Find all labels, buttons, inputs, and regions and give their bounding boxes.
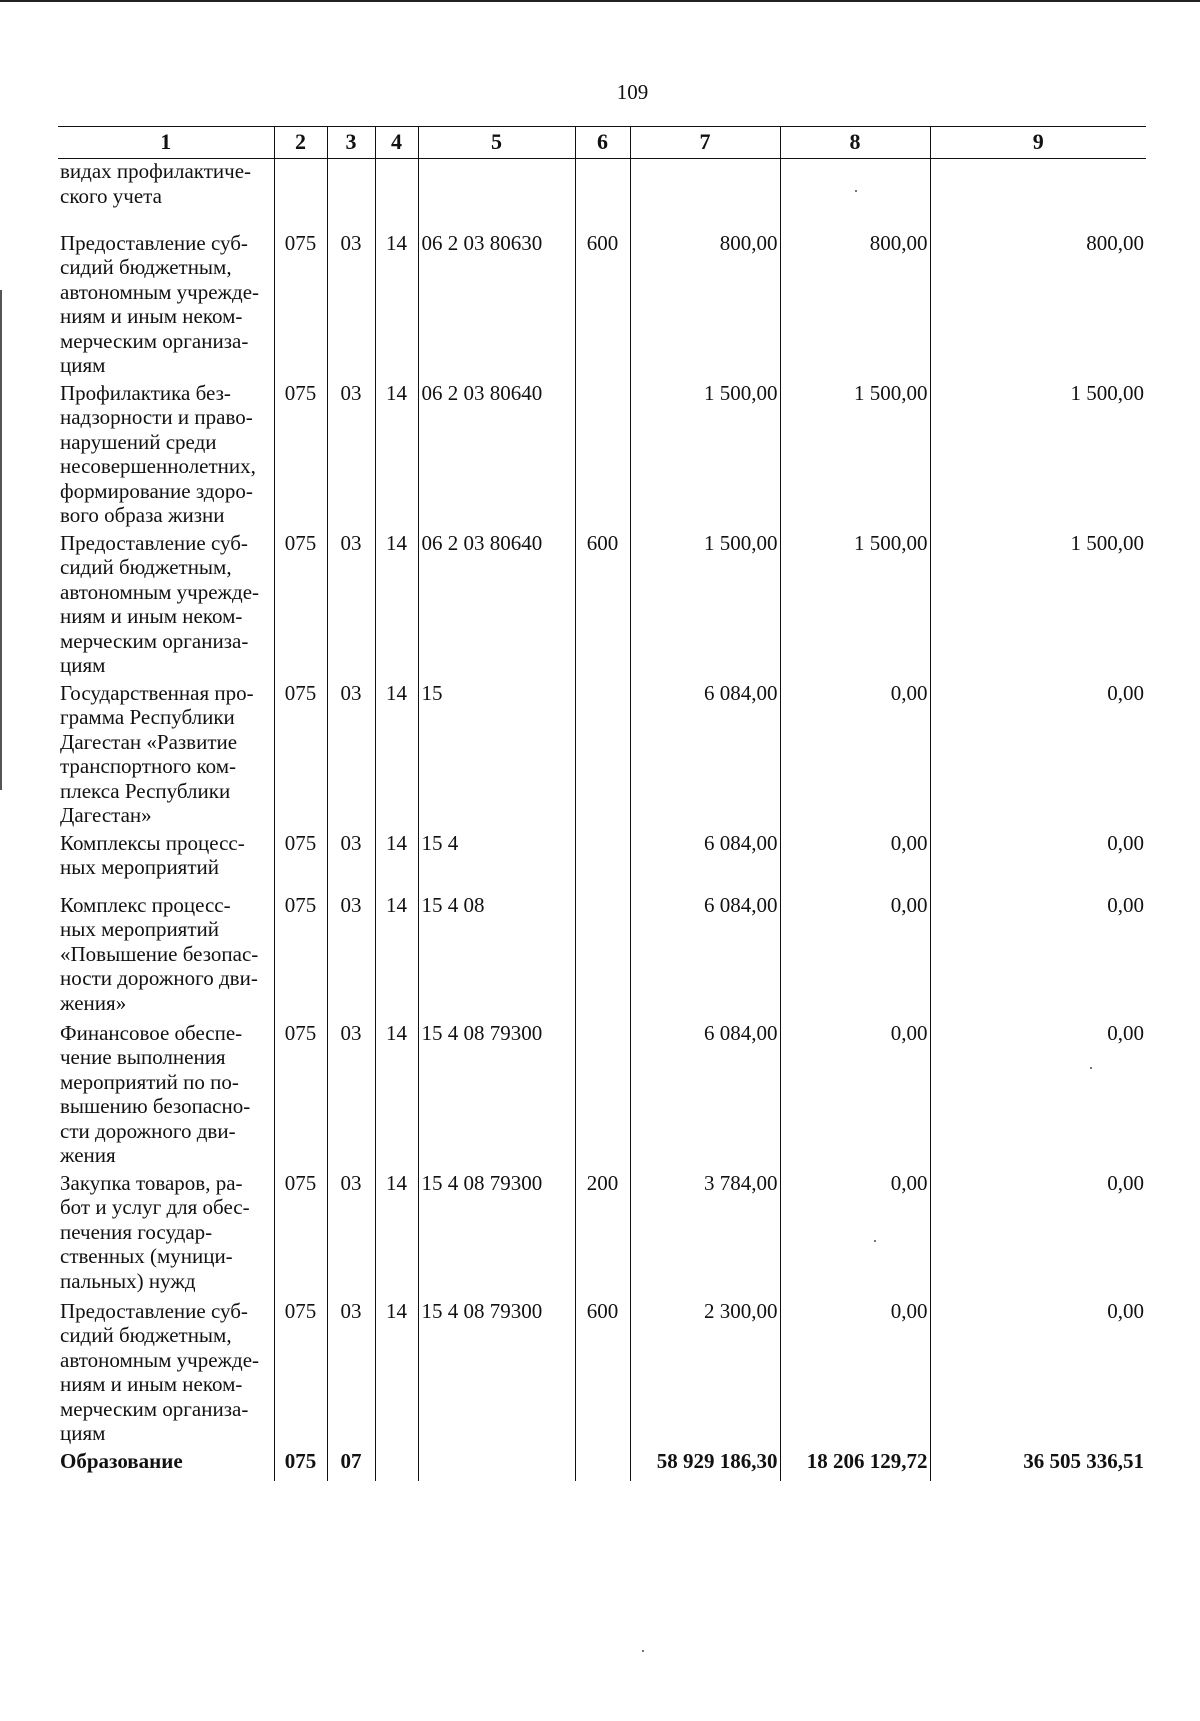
cell-csr: 06 2 03 80640 xyxy=(418,381,575,531)
cell-csr: 06 2 03 80640 xyxy=(418,531,575,681)
cell-sum-2026: 0,00 xyxy=(930,681,1146,831)
cell-sum-2025: 1 500,00 xyxy=(780,531,930,681)
cell-sum-2024: 58 929 186,30 xyxy=(630,1449,780,1481)
col-header-7: 7 xyxy=(630,127,780,159)
cell-sum-2024: 3 784,00 xyxy=(630,1171,780,1299)
cell-rz xyxy=(327,159,375,231)
cell-sum-2024: 6 084,00 xyxy=(630,831,780,893)
cell-sum-2024: 6 084,00 xyxy=(630,893,780,1021)
cell-csr: 15 4 xyxy=(418,831,575,893)
row-name: Профилактика без- надзорности и право- нарушений среди несовершеннолетних, формирование здоро- вого образа жизни xyxy=(60,380,256,527)
cell-csr: 15 4 08 79300 xyxy=(418,1021,575,1171)
table-row xyxy=(58,1299,1146,1449)
row-name: Образование xyxy=(60,1448,183,1473)
row-name: Закупка товаров, ра- бот и услуг для обес- печения государ- ственных (муници- пальных) нужд xyxy=(60,1170,250,1293)
cell-sum-2024: 2 300,00 xyxy=(630,1299,780,1449)
cell-vr xyxy=(575,381,630,531)
cell-sum-2026: 0,00 xyxy=(930,893,1146,1021)
cell-sum-2025: 0,00 xyxy=(780,1171,930,1299)
cell-sum-2025: 0,00 xyxy=(780,1021,930,1171)
table-row xyxy=(58,831,1146,893)
cell-vr xyxy=(575,831,630,893)
cell-ved: 075 xyxy=(274,1299,327,1449)
cell-pr: 14 xyxy=(375,381,418,531)
cell-csr xyxy=(418,159,575,231)
cell-sum-2025: 800,00 xyxy=(780,231,930,381)
table-row xyxy=(58,531,1146,681)
table-row xyxy=(58,231,1146,381)
col-header-1: 1 xyxy=(58,127,274,159)
col-header-2: 2 xyxy=(274,127,327,159)
scan-speck xyxy=(855,190,857,192)
col-header-8: 8 xyxy=(780,127,930,159)
cell-vr: 600 xyxy=(575,1299,630,1449)
cell-pr: 14 xyxy=(375,1299,418,1449)
table-row xyxy=(58,1449,1146,1481)
cell-pr: 14 xyxy=(375,1021,418,1171)
cell-vr xyxy=(575,681,630,831)
cell-sum-2024: 800,00 xyxy=(630,231,780,381)
col-header-6: 6 xyxy=(575,127,630,159)
cell-rz: 03 xyxy=(327,1299,375,1449)
cell-ved xyxy=(274,159,327,231)
row-name: Предоставление суб- сидий бюджетным, автономным учрежде- ниям и иным неком- мерческим организа- циям xyxy=(60,530,260,677)
cell-sum-2025: 0,00 xyxy=(780,681,930,831)
table-header-row xyxy=(58,127,1146,159)
cell-sum-2025 xyxy=(780,159,930,231)
cell-ved: 075 xyxy=(274,1171,327,1299)
cell-rz: 03 xyxy=(327,531,375,681)
cell-vr: 600 xyxy=(575,231,630,381)
cell-sum-2026: 1 500,00 xyxy=(930,531,1146,681)
cell-pr: 14 xyxy=(375,1171,418,1299)
row-name: Комплекс процесс- ных мероприятий «Повышение безопас- ности дорожного дви- жения» xyxy=(60,892,259,1015)
cell-sum-2025: 0,00 xyxy=(780,1299,930,1449)
table-row xyxy=(58,893,1146,1021)
row-name: Комплексы процесс- ных мероприятий xyxy=(60,830,245,879)
cell-vr xyxy=(575,1449,630,1481)
cell-rz: 03 xyxy=(327,893,375,1021)
row-name: Государственная про- грамма Республики Дагестан «Развитие транспортного ком- плекса Республики Дагестан» xyxy=(60,680,254,827)
table-row xyxy=(58,681,1146,831)
cell-vr xyxy=(575,893,630,1021)
cell-sum-2026: 36 505 336,51 xyxy=(930,1449,1146,1481)
cell-pr: 14 xyxy=(375,893,418,1021)
cell-vr xyxy=(575,159,630,231)
cell-vr: 200 xyxy=(575,1171,630,1299)
cell-ved: 075 xyxy=(274,893,327,1021)
cell-rz: 03 xyxy=(327,231,375,381)
cell-csr: 06 2 03 80630 xyxy=(418,231,575,381)
cell-pr: 14 xyxy=(375,231,418,381)
cell-sum-2026: 0,00 xyxy=(930,1021,1146,1171)
row-name: Предоставление суб- сидий бюджетным, автономным учрежде- ниям и иным неком- мерческим организа- циям xyxy=(60,230,260,377)
cell-sum-2024 xyxy=(630,159,780,231)
cell-csr: 15 4 08 xyxy=(418,893,575,1021)
page-number: 109 xyxy=(616,80,649,104)
cell-rz: 07 xyxy=(327,1449,375,1481)
cell-pr xyxy=(375,159,418,231)
cell-sum-2025: 0,00 xyxy=(780,893,930,1021)
cell-pr: 14 xyxy=(375,831,418,893)
scan-top-edge xyxy=(0,0,1200,2)
cell-sum-2026: 800,00 xyxy=(930,231,1146,381)
cell-sum-2025: 1 500,00 xyxy=(780,381,930,531)
col-header-5: 5 xyxy=(418,127,575,159)
cell-sum-2024: 6 084,00 xyxy=(630,681,780,831)
cell-csr: 15 4 08 79300 xyxy=(418,1171,575,1299)
table-row xyxy=(58,1021,1146,1171)
cell-csr: 15 4 08 79300 xyxy=(418,1299,575,1449)
table-row xyxy=(58,1171,1146,1299)
row-name: Предоставление суб- сидий бюджетным, автономным учрежде- ниям и иным неком- мерческим организа- циям xyxy=(60,1298,260,1445)
col-header-3: 3 xyxy=(327,127,375,159)
row-name: видах профилактиче- ского учета xyxy=(60,159,252,208)
scan-speck xyxy=(1090,1067,1092,1069)
cell-ved: 075 xyxy=(274,831,327,893)
cell-ved: 075 xyxy=(274,1449,327,1481)
budget-table xyxy=(58,126,1146,1481)
cell-vr xyxy=(575,1021,630,1171)
cell-ved: 075 xyxy=(274,231,327,381)
cell-sum-2024: 1 500,00 xyxy=(630,531,780,681)
cell-pr xyxy=(375,1449,418,1481)
cell-sum-2024: 6 084,00 xyxy=(630,1021,780,1171)
cell-ved: 075 xyxy=(274,1021,327,1171)
cell-vr: 600 xyxy=(575,531,630,681)
cell-rz: 03 xyxy=(327,381,375,531)
cell-csr: 15 xyxy=(418,681,575,831)
cell-csr xyxy=(418,1449,575,1481)
table-row xyxy=(58,381,1146,531)
cell-sum-2024: 1 500,00 xyxy=(630,381,780,531)
col-header-4: 4 xyxy=(375,127,418,159)
scan-left-edge xyxy=(0,290,2,790)
cell-ved: 075 xyxy=(274,681,327,831)
cell-rz: 03 xyxy=(327,1171,375,1299)
cell-ved: 075 xyxy=(274,381,327,531)
cell-rz: 03 xyxy=(327,831,375,893)
cell-sum-2026: 0,00 xyxy=(930,1299,1146,1449)
cell-rz: 03 xyxy=(327,1021,375,1171)
cell-ved: 075 xyxy=(274,531,327,681)
cell-pr: 14 xyxy=(375,681,418,831)
cell-pr: 14 xyxy=(375,531,418,681)
cell-sum-2026 xyxy=(930,159,1146,231)
cell-sum-2025: 18 206 129,72 xyxy=(780,1449,930,1481)
table-row xyxy=(58,159,1146,231)
col-header-9: 9 xyxy=(930,127,1146,159)
cell-sum-2026: 0,00 xyxy=(930,1171,1146,1299)
cell-sum-2025: 0,00 xyxy=(780,831,930,893)
cell-sum-2026: 1 500,00 xyxy=(930,381,1146,531)
scan-speck xyxy=(874,1240,876,1242)
cell-rz: 03 xyxy=(327,681,375,831)
scan-speck xyxy=(642,1650,644,1652)
cell-sum-2026: 0,00 xyxy=(930,831,1146,893)
row-name: Финансовое обеспе- чение выполнения мероприятий по по- вышению безопасно- сти дорожного дви- жения xyxy=(60,1020,251,1167)
